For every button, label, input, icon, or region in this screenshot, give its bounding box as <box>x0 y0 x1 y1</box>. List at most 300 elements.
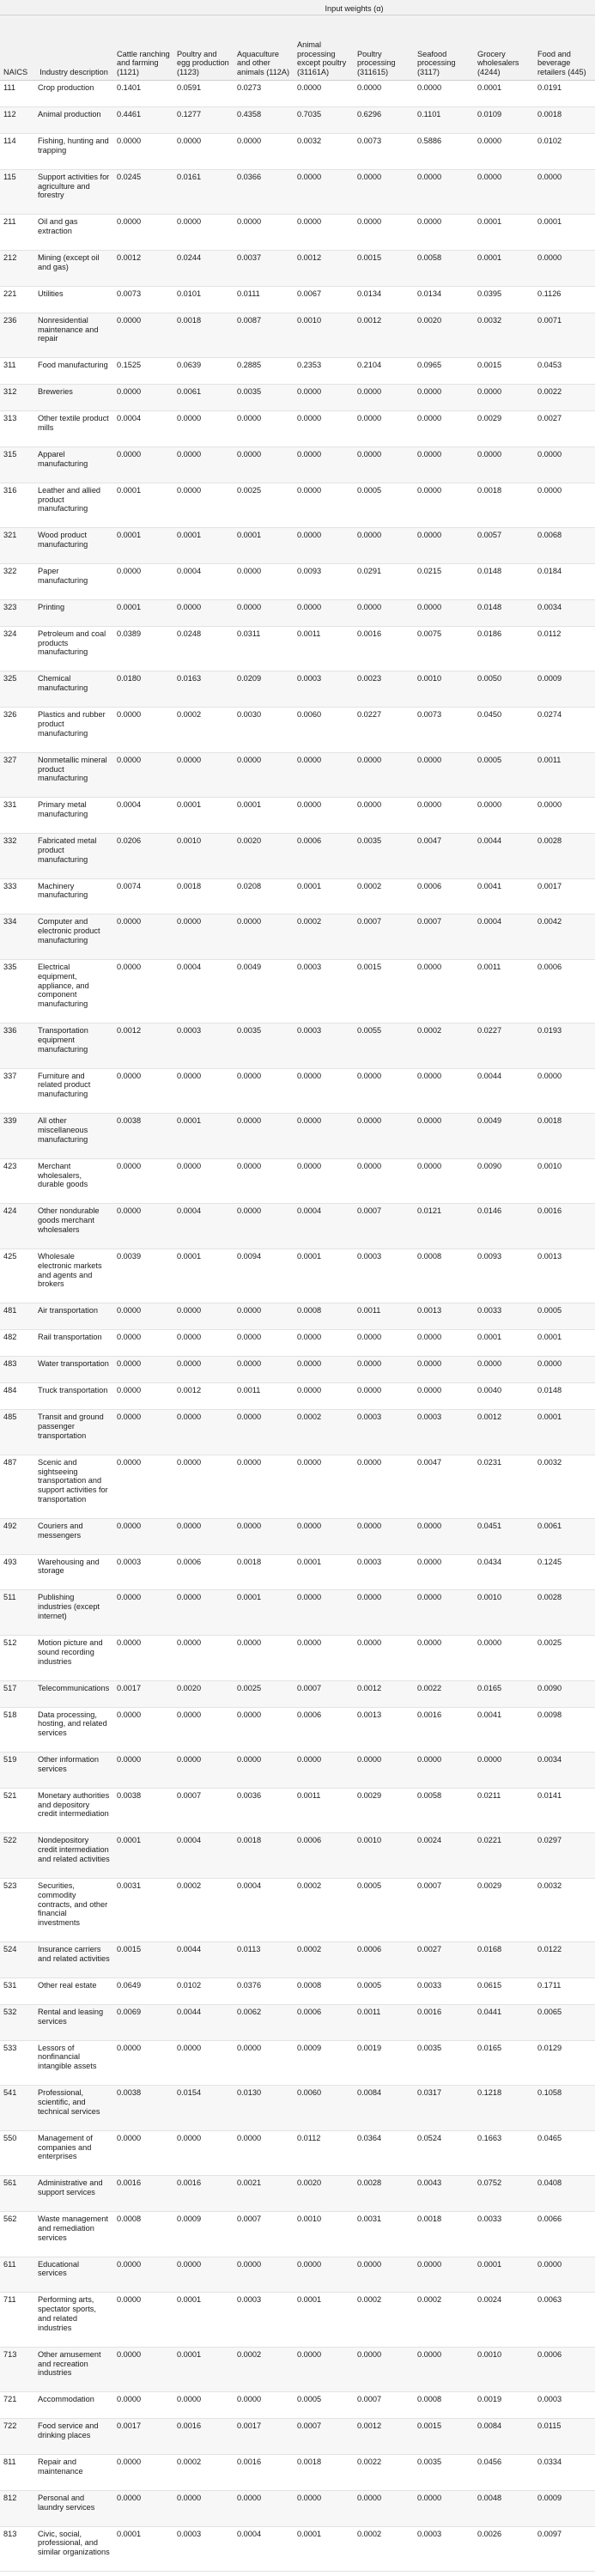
weight-value-cell: 0.0000 <box>474 798 534 834</box>
weight-value-cell: 0.0005 <box>294 2392 354 2419</box>
weight-value-cell: 0.0000 <box>113 1590 173 1636</box>
weight-value-cell: 0.0049 <box>474 1114 534 1159</box>
weight-value-cell: 0.0032 <box>534 1878 595 1941</box>
weight-value-cell: 0.0000 <box>354 447 414 483</box>
weight-value-cell: 0.0317 <box>414 2086 474 2131</box>
weight-value-cell: 0.0090 <box>534 1680 595 1707</box>
weight-value-cell: 0.0297 <box>534 1833 595 1879</box>
weight-value-cell: 0.0456 <box>474 2455 534 2491</box>
weight-value-cell: 0.1126 <box>534 286 595 313</box>
weight-value-cell: 0.0058 <box>414 251 474 287</box>
weight-value-cell: 0.0041 <box>474 878 534 914</box>
naics-code-cell: 324 <box>0 626 34 671</box>
weight-value-cell: 0.0591 <box>173 81 234 107</box>
weight-value-cell: 0.0109 <box>474 106 534 133</box>
table-row <box>0 133 595 169</box>
weight-value-cell: 0.0450 <box>474 708 534 753</box>
weight-value-cell: 0.0000 <box>294 1158 354 1204</box>
weight-value-cell: 0.0115 <box>534 2419 595 2455</box>
weight-value-cell: 0.0227 <box>474 1024 534 1069</box>
weight-value-cell: 0.0030 <box>234 708 294 753</box>
weight-value-cell: 0.0069 <box>113 2004 173 2040</box>
weight-value-cell: 0.0000 <box>113 2392 173 2419</box>
weight-value-cell: 0.0007 <box>354 1204 414 1249</box>
weight-value-cell: 0.0221 <box>474 1833 534 1879</box>
table-row <box>0 564 595 600</box>
weight-value-cell: 0.0006 <box>294 1707 354 1753</box>
table-row <box>0 1753 595 1789</box>
weight-value-cell: 0.0000 <box>113 133 173 169</box>
weight-value-cell: 0.0113 <box>234 1942 294 1978</box>
weight-value-cell: 0.0032 <box>294 133 354 169</box>
industry-description-cell: Paper manufacturing <box>34 564 113 600</box>
weight-value-cell: 0.0062 <box>234 2004 294 2040</box>
weight-value-cell: 0.0003 <box>354 1554 414 1590</box>
table-row <box>0 2347 595 2392</box>
weight-value-cell: 0.0000 <box>113 1753 173 1789</box>
weight-value-cell: 0.0001 <box>113 1833 173 1879</box>
naics-code-cell: 425 <box>0 1249 34 1303</box>
weight-value-cell: 0.0000 <box>354 1455 414 1518</box>
weight-value-cell: 0.0000 <box>414 447 474 483</box>
weight-value-cell: 0.0003 <box>234 2293 294 2347</box>
weight-value-cell: 0.0031 <box>354 2212 414 2257</box>
naics-code-cell: 512 <box>0 1635 34 1680</box>
weight-value-cell: 0.0000 <box>173 914 234 960</box>
weight-value-cell: 0.0000 <box>294 411 354 447</box>
weight-value-cell: 0.0020 <box>173 1680 234 1707</box>
industry-description-cell: Warehousing and storage <box>34 1554 113 1590</box>
weight-value-cell: 0.0063 <box>534 2293 595 2347</box>
weight-value-cell: 0.0016 <box>534 1204 595 1249</box>
weight-value-cell: 0.0000 <box>294 447 354 483</box>
weight-value-cell: 0.0003 <box>294 1024 354 1069</box>
weight-value-cell: 0.0000 <box>113 385 173 411</box>
industry-description-cell: Repair and maintenance <box>34 2455 113 2491</box>
weight-value-cell: 0.0000 <box>414 411 474 447</box>
weight-value-cell: 0.0000 <box>113 2490 173 2526</box>
weight-value-cell: 0.0006 <box>294 2004 354 2040</box>
table-row <box>0 2257 595 2293</box>
industry-description-cell: Merchant wholesalers, durable goods <box>34 1158 113 1204</box>
weight-value-cell: 0.0000 <box>354 1158 414 1204</box>
weight-value-cell: 0.0020 <box>294 2176 354 2212</box>
naics-code-cell: 492 <box>0 1518 34 1554</box>
weight-value-cell: 0.0001 <box>294 2293 354 2347</box>
weight-value-cell: 0.0003 <box>354 1249 414 1303</box>
weight-value-cell: 0.0001 <box>474 81 534 107</box>
weight-value-cell: 0.0025 <box>234 1680 294 1707</box>
weight-value-cell: 0.0000 <box>234 2040 294 2086</box>
table-row <box>0 313 595 358</box>
industry-description-cell: Water transportation <box>34 1357 113 1383</box>
weight-value-cell: 0.0033 <box>474 1303 534 1330</box>
naics-code-cell: 531 <box>0 1978 34 2004</box>
weight-value-cell: 0.0038 <box>113 1114 173 1159</box>
weight-value-cell: 0.0018 <box>173 878 234 914</box>
weight-value-cell: 0.0000 <box>173 447 234 483</box>
weight-value-cell: 0.0000 <box>173 1330 234 1357</box>
naics-code-cell: 423 <box>0 1158 34 1204</box>
weight-value-cell: 0.0000 <box>294 2490 354 2526</box>
weight-value-cell: 0.0273 <box>234 81 294 107</box>
weight-value-cell: 0.0004 <box>294 1204 354 1249</box>
weight-value-cell: 0.0193 <box>534 1024 595 1069</box>
industry-description-cell: Primary metal manufacturing <box>34 798 113 834</box>
weight-value-cell: 0.0000 <box>354 1518 414 1554</box>
naics-code-cell: 511 <box>0 1590 34 1636</box>
industry-description-cell: Computer and electronic product manufacturing <box>34 914 113 960</box>
weight-value-cell: 0.0026 <box>474 2526 534 2572</box>
naics-code-cell: 532 <box>0 2004 34 2040</box>
weight-value-cell: 0.0002 <box>173 708 234 753</box>
weight-value-cell: 0.0006 <box>534 959 595 1023</box>
weight-value-cell: 0.4358 <box>234 106 294 133</box>
weight-value-cell: 0.0011 <box>294 1788 354 1833</box>
table-row <box>0 2526 595 2572</box>
weight-value-cell: 0.0038 <box>113 2086 173 2131</box>
weight-value-cell: 0.0000 <box>354 385 414 411</box>
naics-code-cell: 331 <box>0 798 34 834</box>
table-row <box>0 251 595 287</box>
weight-value-cell: 0.0000 <box>354 1590 414 1636</box>
weight-value-cell: 0.0000 <box>234 1410 294 1455</box>
weight-value-cell: 0.0000 <box>294 1635 354 1680</box>
weight-value-cell: 0.0007 <box>294 1680 354 1707</box>
weight-value-cell: 0.0000 <box>113 1635 173 1680</box>
weight-value-cell: 0.0000 <box>414 1330 474 1357</box>
naics-code-cell: 485 <box>0 1410 34 1455</box>
weight-value-cell: 0.0094 <box>234 1249 294 1303</box>
industry-description-cell: Truck transportation <box>34 1383 113 1410</box>
weight-value-cell: 0.0000 <box>113 752 173 798</box>
weight-value-cell: 0.0000 <box>234 2257 294 2293</box>
weight-value-cell: 0.0039 <box>113 1249 173 1303</box>
table-row <box>0 1114 595 1159</box>
weight-value-cell: 0.0000 <box>414 752 474 798</box>
weight-value-cell: 0.0102 <box>534 133 595 169</box>
weight-value-cell: 0.0163 <box>173 671 234 708</box>
weight-value-cell: 0.0000 <box>294 1455 354 1518</box>
weight-value-cell: 0.0006 <box>294 1833 354 1879</box>
weight-value-cell: 0.0007 <box>354 2392 414 2419</box>
weight-value-cell: 0.0121 <box>414 1204 474 1249</box>
weight-value-cell: 0.0134 <box>354 286 414 313</box>
weight-value-cell: 0.0037 <box>234 251 294 287</box>
weight-value-cell: 0.0000 <box>113 2347 173 2392</box>
weight-value-cell: 0.0186 <box>474 626 534 671</box>
weight-value-cell: 0.0006 <box>173 1554 234 1590</box>
weight-value-cell: 0.0073 <box>414 708 474 753</box>
weight-value-cell: 0.0000 <box>113 914 173 960</box>
weight-value-cell: 0.0000 <box>354 1357 414 1383</box>
weight-value-cell: 0.0060 <box>294 2086 354 2131</box>
weight-value-cell: 0.0001 <box>234 528 294 564</box>
naics-code-cell: 111 <box>0 81 34 107</box>
weight-value-cell: 0.0000 <box>113 1357 173 1383</box>
weight-value-cell: 0.0004 <box>113 798 173 834</box>
table-row <box>0 752 595 798</box>
table-row <box>0 878 595 914</box>
naics-code-cell: 713 <box>0 2347 34 2392</box>
weight-value-cell: 0.0017 <box>113 2419 173 2455</box>
naics-code-cell: 550 <box>0 2130 34 2176</box>
weight-value-cell: 0.0024 <box>414 1833 474 1879</box>
industry-description-cell: Support activities for agriculture and forestry <box>34 169 113 215</box>
table-row <box>0 1024 595 1069</box>
weight-value-cell: 0.0002 <box>294 1878 354 1941</box>
weight-value-cell: 0.0000 <box>234 2392 294 2419</box>
weight-value-cell: 0.0012 <box>474 1410 534 1455</box>
weight-value-cell: 0.0033 <box>414 1978 474 2004</box>
naics-code-cell: 483 <box>0 1357 34 1383</box>
table-row <box>0 358 595 385</box>
weight-value-cell: 0.0029 <box>474 411 534 447</box>
weight-value-cell: 0.0016 <box>354 626 414 671</box>
weight-value-cell: 0.0035 <box>414 2455 474 2491</box>
weight-value-cell: 0.0000 <box>173 1707 234 1753</box>
naics-code-cell: 561 <box>0 2176 34 2212</box>
weight-value-cell: 0.0017 <box>534 878 595 914</box>
weight-value-cell: 0.0098 <box>534 1707 595 1753</box>
industry-description-cell: Other real estate <box>34 1978 113 2004</box>
weight-value-cell: 0.0035 <box>234 385 294 411</box>
weight-value-cell: 0.0000 <box>294 1330 354 1357</box>
weight-value-cell: 0.0000 <box>173 1303 234 1330</box>
weight-value-cell: 0.0004 <box>173 1833 234 1879</box>
weight-value-cell: 0.0066 <box>534 2212 595 2257</box>
weight-value-cell: 0.0008 <box>113 2212 173 2257</box>
weight-value-cell: 0.0006 <box>354 1942 414 1978</box>
weight-value-cell: 0.0395 <box>474 286 534 313</box>
weight-value-cell: 0.0000 <box>414 1590 474 1636</box>
weight-value-cell: 0.0000 <box>414 1753 474 1789</box>
weight-value-cell: 0.0000 <box>234 564 294 600</box>
weight-value-cell: 0.0112 <box>294 2130 354 2176</box>
weight-value-cell: 0.0087 <box>234 313 294 358</box>
industry-description-cell: Breweries <box>34 385 113 411</box>
weight-value-cell: 0.0011 <box>294 626 354 671</box>
naics-code-cell: 112 <box>0 106 34 133</box>
table-row <box>0 959 595 1023</box>
industry-description-cell: All other miscellaneous manufacturing <box>34 1114 113 1159</box>
weight-value-cell: 0.0191 <box>534 81 595 107</box>
weight-value-cell: 0.0073 <box>354 133 414 169</box>
weight-value-cell: 0.0016 <box>113 2176 173 2212</box>
weight-value-cell: 0.0047 <box>414 1455 474 1518</box>
naics-code-cell: 811 <box>0 2455 34 2491</box>
table-row <box>0 2490 595 2526</box>
weight-value-cell: 0.0061 <box>534 1518 595 1554</box>
weight-value-cell: 0.0000 <box>113 2257 173 2293</box>
weight-value-cell: 0.0000 <box>294 215 354 251</box>
industry-description-cell: Professional, scientific, and technical services <box>34 2086 113 2131</box>
weight-value-cell: 0.0020 <box>234 834 294 879</box>
weight-value-cell: 0.0000 <box>113 708 173 753</box>
table-row <box>0 1068 595 1114</box>
weight-value-cell: 0.0000 <box>414 1357 474 1383</box>
description-column-header: Industry description <box>34 15 113 81</box>
weight-value-cell: 0.0000 <box>234 914 294 960</box>
weight-value-cell: 0.0027 <box>414 1942 474 1978</box>
weight-value-cell: 0.0018 <box>234 1554 294 1590</box>
weight-value-cell: 0.0000 <box>173 1068 234 1114</box>
weight-value-cell: 0.0000 <box>234 1635 294 1680</box>
weight-value-cell: 0.0000 <box>534 1068 595 1114</box>
weight-value-cell: 0.0000 <box>234 447 294 483</box>
weight-value-cell: 0.0000 <box>354 1635 414 1680</box>
table-row <box>0 1978 595 2004</box>
weight-value-cell: 0.1663 <box>474 2130 534 2176</box>
weight-value-cell: 0.0000 <box>474 1635 534 1680</box>
industry-description-cell: Apparel manufacturing <box>34 447 113 483</box>
weight-value-cell: 0.0002 <box>414 1024 474 1069</box>
table-row <box>0 2086 595 2131</box>
weight-value-cell: 0.0211 <box>474 1788 534 1833</box>
weight-value-cell: 0.0000 <box>294 2257 354 2293</box>
weight-value-cell: 0.0000 <box>113 1068 173 1114</box>
weight-value-cell: 0.0000 <box>173 1518 234 1554</box>
weight-value-cell: 0.0093 <box>474 1249 534 1303</box>
weight-value-cell: 0.0000 <box>414 1554 474 1590</box>
weight-value-cell: 0.0044 <box>173 2004 234 2040</box>
weight-value-cell: 0.0001 <box>534 215 595 251</box>
weight-value-cell: 0.0073 <box>113 286 173 313</box>
naics-code-cell: 335 <box>0 959 34 1023</box>
industry-description-cell: Waste management and remediation services <box>34 2212 113 2257</box>
weight-value-cell: 0.0000 <box>414 81 474 107</box>
weight-value-cell: 0.0010 <box>414 671 474 708</box>
weight-value-cell: 0.0018 <box>534 1114 595 1159</box>
weight-value-cell: 0.0000 <box>173 1357 234 1383</box>
industry-description-cell: Management of companies and enterprises <box>34 2130 113 2176</box>
weight-value-cell: 0.0058 <box>414 1788 474 1833</box>
industry-description-cell: Personal and laundry services <box>34 2490 113 2526</box>
weight-value-cell: 0.0000 <box>113 2455 173 2491</box>
weight-value-cell: 0.0013 <box>354 1707 414 1753</box>
group-title: Input weights (α) <box>113 0 595 15</box>
weight-value-cell: 0.0012 <box>354 313 414 358</box>
table-row <box>0 1303 595 1330</box>
weight-value-cell: 0.0006 <box>294 834 354 879</box>
weight-value-cell: 0.0044 <box>474 834 534 879</box>
naics-code-cell: 521 <box>0 1788 34 1833</box>
weight-value-cell: 0.0001 <box>113 483 173 528</box>
weight-value-cell: 0.0048 <box>474 2490 534 2526</box>
weight-value-cell: 0.0000 <box>173 2490 234 2526</box>
table-row <box>0 2040 595 2086</box>
weight-value-cell: 0.0005 <box>354 1878 414 1941</box>
weight-value-cell: 0.0000 <box>234 2490 294 2526</box>
weight-value-cell: 0.0000 <box>294 1114 354 1159</box>
weight-value-cell: 0.0389 <box>113 626 173 671</box>
weight-value-cell: 0.0035 <box>414 2040 474 2086</box>
weight-value-cell: 0.0000 <box>534 1357 595 1383</box>
industry-description-cell: Nonmetallic mineral product manufacturing <box>34 752 113 798</box>
naics-code-cell: 481 <box>0 1303 34 1330</box>
weight-value-cell: 0.0000 <box>354 1330 414 1357</box>
weight-value-cell: 0.2353 <box>294 358 354 385</box>
weight-value-cell: 0.0000 <box>173 1410 234 1455</box>
weight-value-cell: 0.0000 <box>113 215 173 251</box>
weight-value-cell: 0.0000 <box>173 1753 234 1789</box>
weight-value-cell: 0.0004 <box>474 914 534 960</box>
weight-value-cell: 0.0022 <box>354 2455 414 2491</box>
weight-value-cell: 0.0018 <box>414 2212 474 2257</box>
naics-code-cell: 327 <box>0 752 34 798</box>
industry-description-cell: Couriers and messengers <box>34 1518 113 1554</box>
weight-value-cell: 0.0000 <box>354 411 414 447</box>
weight-value-cell: 0.0311 <box>234 626 294 671</box>
weight-value-cell: 0.0000 <box>294 483 354 528</box>
column-header-seafood-processing: Seafood processing (3117) <box>414 15 474 81</box>
weight-value-cell: 0.0000 <box>113 1204 173 1249</box>
column-header-grocery-wholesalers: Grocery wholesalers (4244) <box>474 15 534 81</box>
weight-value-cell: 0.0000 <box>474 447 534 483</box>
weight-value-cell: 0.5886 <box>414 133 474 169</box>
naics-code-cell: 482 <box>0 1330 34 1357</box>
weight-value-cell: 0.0000 <box>173 483 234 528</box>
weight-value-cell: 0.0029 <box>354 1788 414 1833</box>
table-row <box>0 1554 595 1590</box>
table-row <box>0 2392 595 2419</box>
weight-value-cell: 0.0010 <box>474 2347 534 2392</box>
table-row <box>0 1680 595 1707</box>
weight-value-cell: 0.0093 <box>294 564 354 600</box>
industry-description-cell: Motion picture and sound recording industries <box>34 1635 113 1680</box>
industry-description-cell: Securities, commodity contracts, and other financial investments <box>34 1878 113 1941</box>
weight-value-cell: 0.0451 <box>474 1518 534 1554</box>
weight-value-cell: 0.0000 <box>173 599 234 626</box>
industry-description-cell: Fabricated metal product manufacturing <box>34 834 113 879</box>
weight-value-cell: 0.0154 <box>173 2086 234 2131</box>
weight-value-cell: 0.0061 <box>173 385 234 411</box>
weight-value-cell: 0.0000 <box>534 251 595 287</box>
industry-description-cell: Petroleum and coal products manufacturing <box>34 626 113 671</box>
weight-value-cell: 0.0000 <box>354 798 414 834</box>
weight-value-cell: 0.0022 <box>414 1680 474 1707</box>
weight-value-cell: 0.0001 <box>173 1114 234 1159</box>
weight-value-cell: 0.0024 <box>474 2293 534 2347</box>
naics-code-cell: 611 <box>0 2257 34 2293</box>
industry-description-cell: Other textile product mills <box>34 411 113 447</box>
weight-value-cell: 0.4461 <box>113 106 173 133</box>
weight-value-cell: 0.0615 <box>474 1978 534 2004</box>
weight-value-cell: 0.0033 <box>474 2212 534 2257</box>
naics-code-cell: 721 <box>0 2392 34 2419</box>
weight-value-cell: 0.0134 <box>414 286 474 313</box>
weight-value-cell: 0.0044 <box>474 1068 534 1114</box>
table-row <box>0 1635 595 1680</box>
weight-value-cell: 0.0000 <box>113 313 173 358</box>
weight-value-cell: 0.0017 <box>113 1680 173 1707</box>
weight-value-cell: 0.0000 <box>474 1753 534 1789</box>
table-row <box>0 1249 595 1303</box>
weight-value-cell: 0.0002 <box>354 878 414 914</box>
weight-value-cell: 0.0000 <box>414 2490 474 2526</box>
industry-description-cell: Printing <box>34 599 113 626</box>
naics-code-cell: 523 <box>0 1878 34 1941</box>
weight-value-cell: 0.7035 <box>294 106 354 133</box>
weight-value-cell: 0.0018 <box>294 2455 354 2491</box>
weight-value-cell: 0.0000 <box>234 752 294 798</box>
weight-value-cell: 0.0334 <box>534 2455 595 2491</box>
weight-value-cell: 0.0001 <box>294 1554 354 1590</box>
weight-value-cell: 0.0001 <box>474 1330 534 1357</box>
weight-value-cell: 0.0000 <box>354 752 414 798</box>
weight-value-cell: 0.0007 <box>354 914 414 960</box>
table-row <box>0 81 595 107</box>
